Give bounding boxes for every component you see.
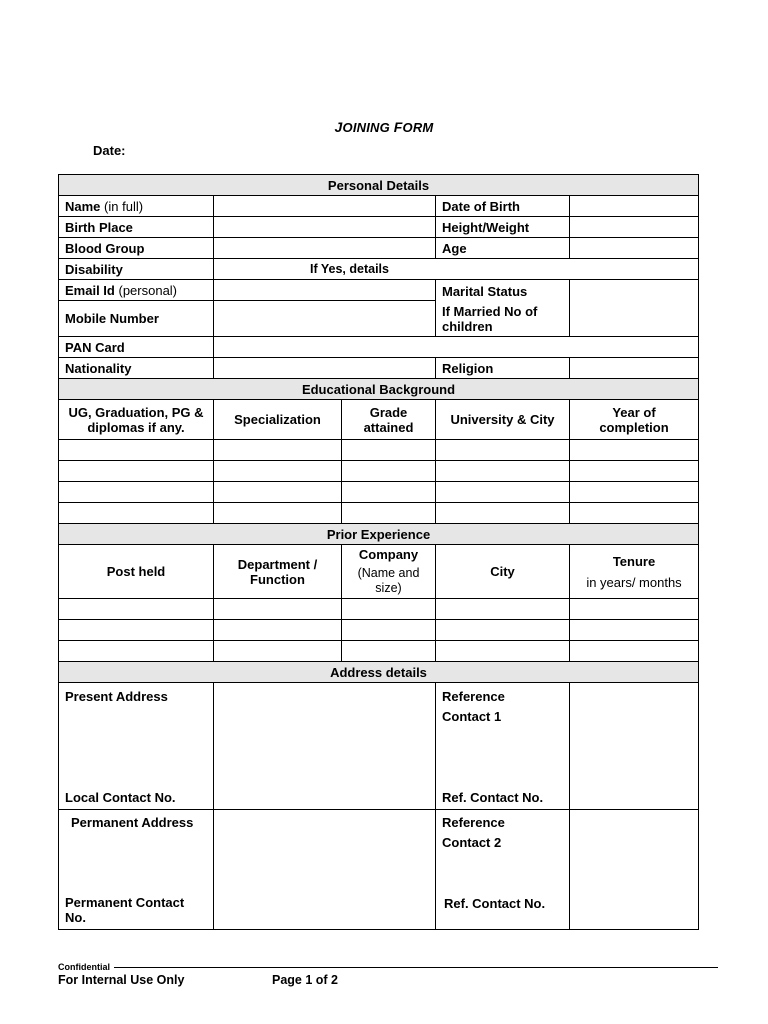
dob-field[interactable] — [570, 196, 699, 217]
birth-place-label: Birth Place — [59, 217, 214, 238]
address-heading: Address details — [59, 662, 699, 683]
disability-label: Disability — [59, 259, 214, 280]
personal-details-heading: Personal Details — [59, 175, 699, 196]
permanent-contact-label: Permanent Contact No. — [65, 895, 185, 925]
footer-divider — [114, 967, 718, 968]
reference-1-label-cell: Reference Contact 1 Ref. Contact No. — [436, 683, 570, 810]
edu-col-degree: UG, Graduation, PG & diplomas if any. — [59, 400, 214, 440]
blood-group-field[interactable] — [214, 238, 436, 259]
email-field[interactable] — [214, 280, 436, 301]
edu-col-grade: Grade attained — [342, 400, 436, 440]
pan-card-field[interactable] — [214, 337, 699, 358]
permanent-address-field[interactable] — [214, 810, 436, 930]
page-number: Page 1 of 2 — [272, 973, 338, 987]
education-heading: Educational Background — [59, 379, 699, 400]
permanent-address-label-cell — [59, 810, 214, 930]
reference-1-field[interactable] — [570, 683, 699, 810]
disability-details-label: If Yes, details — [310, 261, 389, 276]
height-weight-field[interactable] — [570, 217, 699, 238]
marital-status-label: Marital Status — [442, 284, 528, 299]
internal-use-label: For Internal Use Only — [58, 973, 185, 987]
exp-row — [59, 599, 699, 620]
age-label: Age — [436, 238, 570, 259]
reference-2-label-cell: Reference Contact 2 Ref. Contact No. — [436, 810, 570, 930]
religion-field[interactable] — [570, 358, 699, 379]
form-title: JOINING FORM — [334, 119, 434, 135]
religion-label: Religion — [436, 358, 570, 379]
reference-2-field[interactable] — [570, 810, 699, 930]
marital-children-label — [436, 280, 570, 337]
email-label: Email Id (personal) — [59, 280, 214, 301]
permanent-address-label: Permanent Address — [71, 815, 194, 830]
local-contact-label: Local Contact No. — [65, 790, 176, 805]
name-label: Name (in full) — [59, 196, 214, 217]
disability-field[interactable] — [214, 259, 699, 280]
edu-row — [59, 440, 699, 461]
exp-col-tenure: Tenure in years/ months — [570, 545, 699, 599]
blood-group-label: Blood Group — [59, 238, 214, 259]
birth-place-field[interactable] — [214, 217, 436, 238]
dob-label: Date of Birth — [436, 196, 570, 217]
experience-heading: Prior Experience — [59, 524, 699, 545]
confidential-label: Confidential — [58, 962, 110, 972]
exp-col-department: Department / Function — [214, 545, 342, 599]
ref-2-contact-label: Ref. Contact No. — [444, 896, 546, 911]
exp-row — [59, 620, 699, 641]
ref-1-contact-label: Ref. Contact No. — [442, 790, 544, 805]
pan-card-label: PAN Card — [59, 337, 214, 358]
nationality-field[interactable] — [214, 358, 436, 379]
height-weight-label: Height/Weight — [436, 217, 570, 238]
exp-col-city: City — [436, 545, 570, 599]
age-field[interactable] — [570, 238, 699, 259]
edu-row — [59, 482, 699, 503]
present-address-label: Present Address — [65, 689, 168, 704]
reference-1-label: Reference — [442, 689, 505, 704]
joining-form-table — [58, 174, 699, 930]
nationality-label: Nationality — [59, 358, 214, 379]
name-field[interactable] — [214, 196, 436, 217]
present-address-field[interactable] — [214, 683, 436, 810]
marital-children-field[interactable] — [570, 280, 699, 337]
edu-col-university: University & City — [436, 400, 570, 440]
exp-col-post: Post held — [59, 545, 214, 599]
edu-col-specialization: Specialization — [214, 400, 342, 440]
edu-row — [59, 461, 699, 482]
exp-col-company: Company (Name and size) — [342, 545, 436, 599]
present-address-label-cell — [59, 683, 214, 810]
mobile-label: Mobile Number — [59, 301, 214, 337]
reference-2-label: Reference — [442, 815, 505, 830]
edu-col-year: Year of completion — [570, 400, 699, 440]
page-footer — [58, 962, 718, 987]
date-label: Date: — [93, 143, 126, 158]
edu-row — [59, 503, 699, 524]
children-label: If Married No of children — [442, 304, 538, 334]
mobile-field[interactable] — [214, 301, 436, 337]
exp-row — [59, 641, 699, 662]
